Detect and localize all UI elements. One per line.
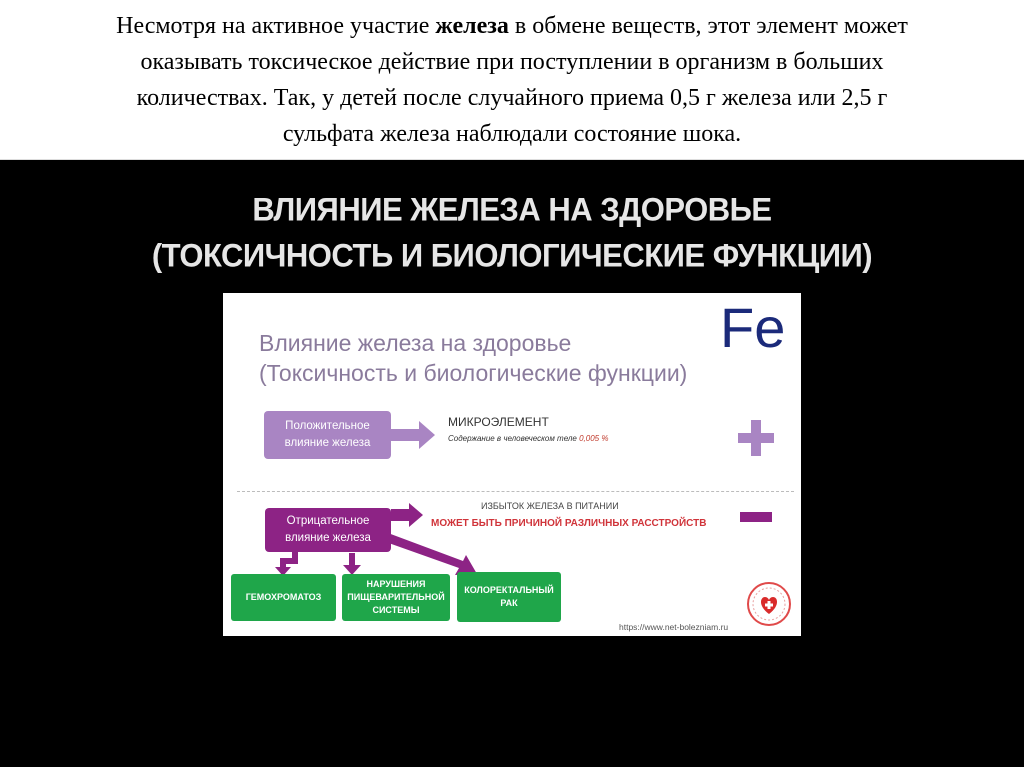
disease-box-digestive <box>342 574 450 621</box>
headline-line-2: (ТОКСИЧНОСТЬ И БИОЛОГИЧЕСКИЕ ФУНКЦИИ) <box>151 237 873 274</box>
content-note-text: Содержание в человеческом теле <box>448 434 580 443</box>
caption-line-3: количествах. Так, у детей после случайного приема 0,5 г железа или 2,5 г <box>136 85 888 111</box>
positive-label-line-1: Положительное <box>285 420 370 432</box>
caption-bold-word: железа <box>435 13 509 39</box>
minus-icon <box>740 512 772 522</box>
disease-2-line-2: ПИЩЕВАРИТЕЛЬНОЙ <box>347 592 445 602</box>
caption-text <box>30 8 994 152</box>
section-divider <box>237 491 794 492</box>
down-arrow-2 <box>343 553 361 575</box>
disorder-cause-label: МОЖЕТ БЫТЬ ПРИЧИНОЙ РАЗЛИЧНЫХ РАССТРОЙСТВ <box>431 518 707 529</box>
positive-label-line-2: влияние железа <box>284 437 371 449</box>
excess-iron-label: ИЗБЫТОК ЖЕЛЕЗА В ПИТАНИИ <box>481 501 619 511</box>
headline-line-1: ВЛИЯНИЕ ЖЕЛЕЗА НА ЗДОРОВЬЕ <box>252 191 772 228</box>
negative-label-line-1: Отрицательное <box>286 515 370 527</box>
plus-icon <box>738 420 774 456</box>
caption-panel <box>0 0 1024 160</box>
down-arrow-1 <box>283 552 295 569</box>
disease-1-line-1: ГЕМОХРОМАТОЗ <box>245 592 322 602</box>
disease-3-line-2: РАК <box>500 598 518 608</box>
caption-line-2: оказывать токсическое действие при поступлении в организм в больших <box>140 49 884 75</box>
content-percent: 0,005 % <box>579 434 609 443</box>
source-url: https://www.net-bolezniam.ru <box>619 622 729 632</box>
positive-arrow <box>391 421 435 449</box>
disease-box-hemochromatosis <box>231 574 336 621</box>
caption-line-1 <box>30 8 994 44</box>
disease-3-line-1: КОЛОРЕКТАЛЬНЫЙ <box>464 585 554 595</box>
caption-line-4: сульфата железа наблюдали состояние шока. <box>282 121 742 147</box>
negative-label-line-2: влияние железа <box>285 532 371 544</box>
diagonal-arrow <box>383 533 477 575</box>
disease-2-line-3: СИСТЕМЫ <box>372 605 420 615</box>
infographic-card <box>223 293 801 636</box>
positive-effect-box <box>264 411 391 459</box>
content-note <box>448 434 608 443</box>
disease-box-colorectal <box>457 572 561 622</box>
card-title-line-1: Влияние железа на здоровье <box>259 330 572 356</box>
caption-line-1-end: в обмене веществ, этот элемент может <box>508 13 908 39</box>
site-logo-icon <box>746 581 792 627</box>
card-title-line-2: (Токсичность и биологические функции) <box>259 360 688 386</box>
iron-symbol: Fe <box>720 296 786 359</box>
disease-2-line-1: НАРУШЕНИЯ <box>366 579 426 589</box>
negative-effect-box <box>265 508 391 552</box>
microelement-heading: МИКРОЭЛЕМЕНТ <box>448 415 549 429</box>
caption-line-1-start: Несмотря на активное участие <box>116 13 436 39</box>
negative-arrow <box>391 503 423 527</box>
